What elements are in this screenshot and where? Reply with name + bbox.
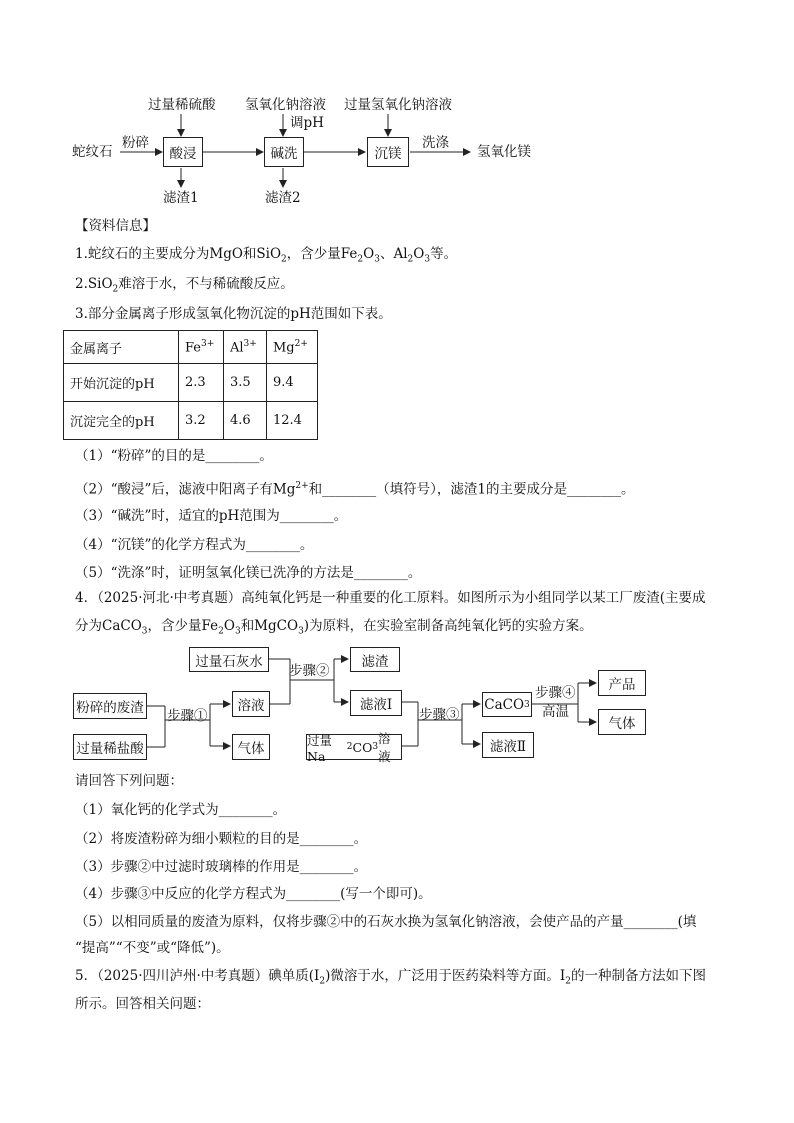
flow2-waste: 粉碎的废渣 [73,693,147,719]
flow2-hcl: 过量稀盐酸 [73,734,147,760]
table-cell: 12.4 [267,402,318,440]
q4-intro: 请回答下列问题： [75,773,183,789]
q4-item-5: （5）以相同质量的废渣为原料，仅将步骤②中的石灰水换为氢氧化钠溶液，会使产品的产量________(填 [75,914,697,930]
info-title: 【资料信息】 [75,218,156,234]
flow1-residue2: 滤渣2 [265,190,301,206]
info-line-1: 1.蛇纹石的主要成分为MgO和SiO$_2$，含少量$Fe_2O_3$、$Al_2O_3$等。 [75,246,458,265]
flow2-step4: 步骤④ [535,685,576,701]
q3-item-4: （4）“沉镁”的化学方程式为________。 [75,537,314,553]
flow1-residue1: 滤渣1 [163,190,199,206]
q4-item-5-cont: “提高”“不变”或“降低”)。 [75,940,230,956]
table-header-mg: $Mg^{2+}$ [267,331,318,364]
q3-item-1: （1）“粉碎”的目的是________。 [75,448,273,464]
table-cell: 沉淀完全的pH [64,402,179,440]
flow1-box-mg: 沉镁 [367,137,409,167]
p5-line-1: 5．（2025·四川泸州·中考真题）碘单质$(I_2)$微溶于水，广泛用于医药染料等方面。$I_2$的一种制备方法如下图 [75,968,706,987]
flow2-na2co3: 过量Na 2 CO 3 溶液 [306,734,402,760]
p4-line-1: 4．（2025·河北·中考真题）高纯氧化钙是一种重要的化工原料。如图所示为小组同学以某工厂废渣(主要成 [75,590,706,606]
flow2-residue: 滤渣 [350,647,400,672]
q4-item-4: （4）步骤③中反应的化学方程式为________(写一个即可)。 [75,886,432,902]
flow1-reagent-naoh: 氢氧化钠溶液 [245,97,326,113]
info-line-2: 2.SiO$_2$难溶于水，不与稀硫酸反应。 [75,276,294,295]
q3-item-3: （3）“碱洗”时，适宜的pH范围为________。 [75,508,348,524]
q3-item-2: （2）“酸浸”后，滤液中阳离子有$Mg^{2+}$和________（填符号），滤渣1的主要成分是________。 [75,481,635,498]
flow1-reagent-ph: 调pH [290,115,324,131]
flow1-box-alkali: 碱洗 [264,137,304,167]
flow1-box-acid: 酸浸 [163,137,203,167]
table-cell: 开始沉淀的pH [64,364,179,402]
flow2-step2: 步骤② [289,663,330,679]
q4-item-3: （3）步骤②中过滤时玻璃棒的作用是________。 [75,859,368,875]
table-header-fe: $Fe^{3+}$ [179,331,224,364]
flow2-step1: 步骤① [167,708,208,724]
q3-item-5: （5）“洗涤”时，证明氢氧化镁已洗净的方法是________。 [75,565,422,581]
flow1-crush: 粉碎 [122,135,149,151]
flow2-filtrate2: 滤液Ⅱ [482,732,534,758]
p4-line-2: 分为CaCO$_3$，含少量$Fe_2O_3$和MgCO$_3$)为原料，在实验室制备高纯氧化钙的实验方案。 [75,618,593,637]
flow1-reagent-naoh-excess: 过量氢氧化钠溶液 [344,97,452,113]
flow2-caco3: CaCO 3 [482,692,532,717]
q4-item-1: （1）氧化钙的化学式为________。 [75,802,287,818]
table-header-ion: 金属离子 [64,331,179,364]
info-line-3: 3.部分金属离子形成氢氧化物沉淀的pH范围如下表。 [75,306,392,322]
q4-item-2: （2）将废渣粉碎为细小颗粒的目的是________。 [75,831,368,847]
flow1-start: 蛇纹石 [72,144,113,160]
flow2-hightemp: 高温 [542,704,569,720]
flow1-wash: 洗涤 [422,135,449,151]
table-header-al: $Al^{3+}$ [224,331,267,364]
flow1-product: 氢氧化镁 [477,144,531,160]
table-cell: 3.2 [179,402,224,440]
table-cell: 2.3 [179,364,224,402]
table-cell: 9.4 [267,364,318,402]
flow2-product: 产品 [598,670,646,696]
table-cell: 4.6 [224,402,267,440]
flow2-lime: 过量石灰水 [189,647,269,672]
flow1-reagent-acid: 过量稀硫酸 [148,97,216,113]
flow2-gas-right: 气体 [598,709,646,735]
flow2-gas-left: 气体 [232,734,270,760]
flow2-step3: 步骤③ [419,707,460,723]
flow2-filtrate1: 滤液Ⅰ [350,690,402,716]
table-cell: 3.5 [224,364,267,402]
flow2-solution: 溶液 [232,691,270,717]
p5-line-2: 所示。回答相关问题： [75,996,210,1012]
